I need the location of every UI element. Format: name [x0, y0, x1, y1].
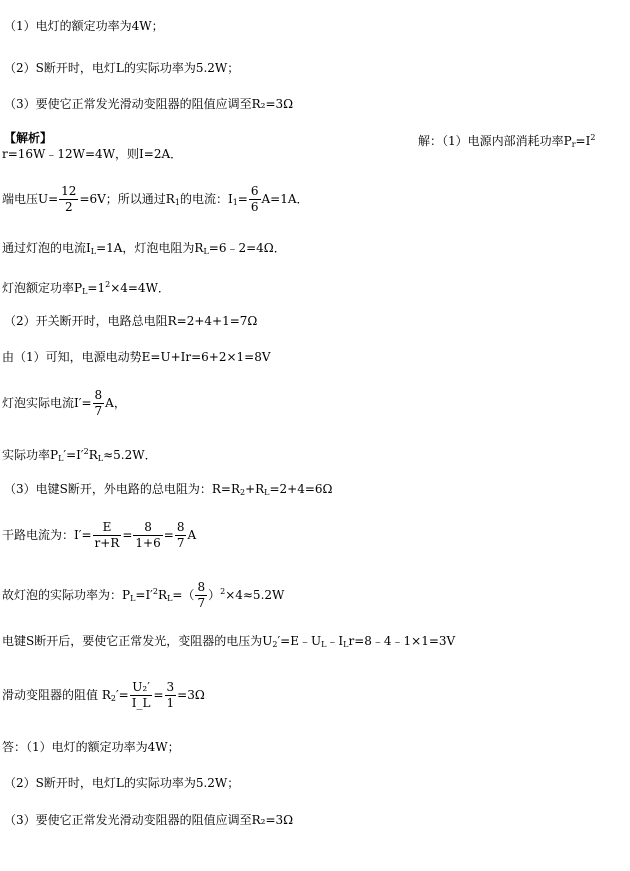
line-rated-power: 灯泡额定功率$P_L=1^2\times 4=4W$． — [2, 280, 170, 296]
line-emf: 由（1）可知，电源电动势E=U+Ir=6+2×1=8V — [2, 350, 271, 364]
line-bulb-current: 通过灯泡的电流$I_L=1A$，灯泡电阻为$R_L=6﹣2=4\Omega$． — [2, 241, 286, 256]
line-total-resistance: （2）开关断开时，电路总电阻R=2+4+1=7Ω — [4, 314, 258, 328]
answer-bottom-2: （2）S断开时，电灯L的实际功率为5.2W； — [4, 776, 240, 790]
line-bulb-actual-power: 故灯泡的实际功率为：$P_L=I'^2R_L=$（ $\frac{8}{7}$ ）$^2$×4≈5.2W — [2, 580, 285, 610]
answer-top-2: （2）S断开时，电灯L的实际功率为5.2W； — [4, 61, 240, 75]
line-rheostat-voltage: 电键S断开后，要使它正常发光，变阻器的电压为$U_2'=E﹣U_L﹣I_Lr=8﹣4﹣1\times 1=3V$ — [2, 634, 456, 649]
answer-head: 答：（1）电灯的额定功率为4W； — [2, 740, 180, 754]
line-actual-current: 灯泡实际电流I′= $\frac{8}{7}$ A， — [2, 388, 126, 418]
analysis-label: 【解析】 — [4, 131, 53, 145]
solution-head: 解：（1）电源内部消耗功率$P_r=I^2$ — [418, 133, 596, 149]
answer-top-3: （3）要使它正常发光滑动变阻器的阻值应调至R₂=3Ω — [4, 97, 294, 111]
line-actual-power: 实际功率$P_L'=I'^2R_L\approx 5.2W$． — [2, 447, 157, 463]
line-terminal-voltage: 端电压U= $\frac{12}{2}$ =6V；所以通过$R_1$的电流：$I_1=$ $\frac{6}{6}$ A=1A． — [2, 184, 309, 214]
line-outer-resistance: （3）电键S断开，外电路的总电阻为：$R=R_2+R_L=2+4=6\Omega$ — [4, 482, 333, 497]
line-main-current: 干路电流为：I′= $\frac{E}{r+R}$ = $\frac{8}{1+6}$ = $\frac{8}{7}$ A — [2, 520, 197, 550]
line-internal-power: r=16W﹣12W=4W，则I=2A． — [2, 147, 183, 161]
line-rheostat-resistance: 滑动变阻器的阻值 $R_2'=$ $\frac{\text{U₂′}}{I\_L}$ = $\frac{3}{1}$ =3Ω — [2, 680, 205, 710]
answer-top-1: （1）电灯的额定功率为4W； — [4, 19, 164, 33]
answer-bottom-3: （3）要使它正常发光滑动变阻器的阻值应调至R₂=3Ω — [4, 813, 294, 827]
